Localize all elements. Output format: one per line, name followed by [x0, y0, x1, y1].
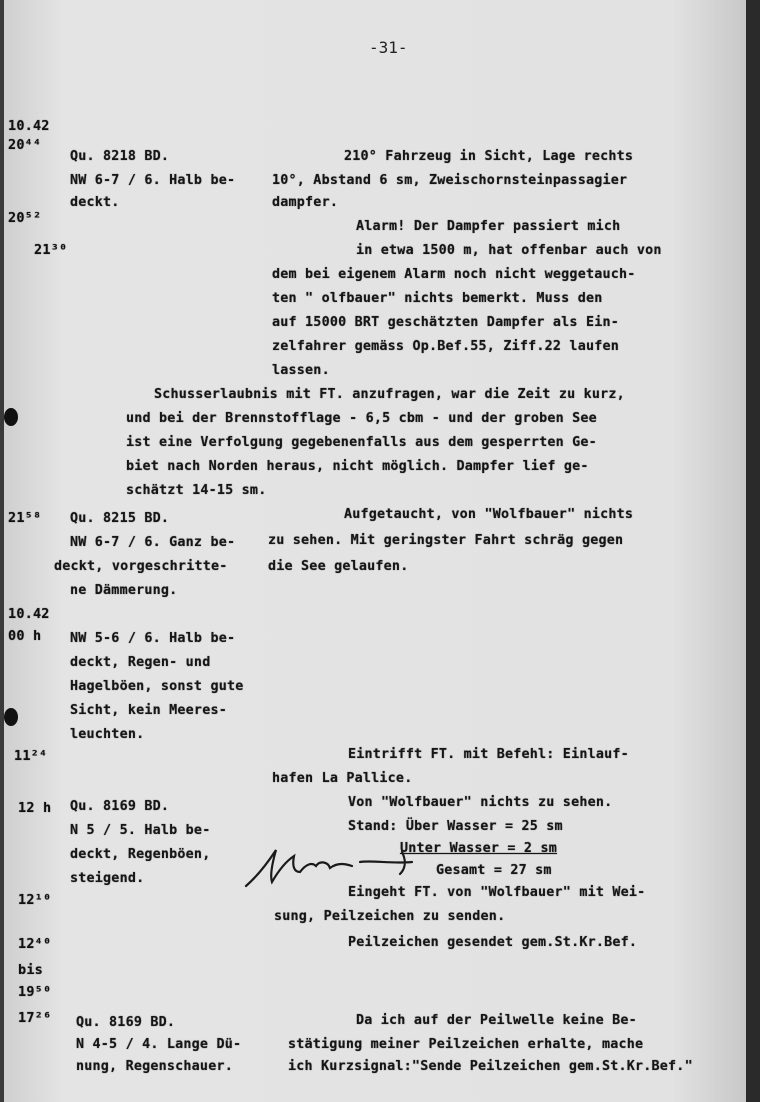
- log-text: Unter Wasser = 2 sm: [400, 841, 557, 856]
- entry-time: 12 h: [18, 800, 52, 816]
- log-text: Peilzeichen gesendet gem.St.Kr.Bef.: [348, 935, 638, 950]
- entry-time: 20⁵²: [8, 210, 42, 226]
- entry-time: 10.42: [8, 118, 50, 134]
- log-text: stätigung meiner Peilzeichen erhalte, mache: [288, 1037, 644, 1052]
- log-text: in etwa 1500 m, hat offenbar auch von: [356, 243, 662, 258]
- weather-text: deckt, Regen- und: [70, 655, 211, 670]
- entry-time: 12⁴⁰: [18, 936, 52, 952]
- entry-time: 21³⁰: [34, 242, 68, 258]
- log-text: Da ich auf der Peilwelle keine Be-: [356, 1013, 637, 1028]
- log-text: ich Kurzsignal:"Sende Peilzeichen gem.St.Kr.Bef.": [288, 1059, 693, 1074]
- weather-text: leuchten.: [70, 727, 145, 742]
- weather-text: NW 6-7 / 6. Halb be-: [70, 173, 236, 188]
- log-text: 210° Fahrzeug in Sicht, Lage rechts: [344, 149, 634, 164]
- punch-hole: [4, 708, 18, 726]
- weather-text: nung, Regenschauer.: [76, 1059, 233, 1074]
- log-text: Gesamt = 27 sm: [436, 863, 552, 878]
- entry-time: 00 h: [8, 628, 42, 644]
- log-text: und bei der Brennstofflage - 6,5 cbm - und der groben See: [126, 411, 597, 426]
- weather-text: Sicht, kein Meeres-: [70, 703, 227, 718]
- log-text: zu sehen. Mit geringster Fahrt schräg gegen: [268, 533, 624, 548]
- log-text: die See gelaufen.: [268, 559, 409, 574]
- log-text: sung, Peilzeichen zu senden.: [274, 909, 506, 924]
- entry-time: bis: [18, 962, 43, 978]
- log-text: biet nach Norden heraus, nicht möglich. Dampfer lief ge-: [126, 459, 589, 474]
- weather-text: Hagelböen, sonst gute: [70, 679, 244, 694]
- log-text: zelfahrer gemäss Op.Bef.55, Ziff.22 laufen: [272, 339, 619, 354]
- entry-time: 17²⁶: [18, 1010, 52, 1026]
- log-text: dem bei eigenem Alarm noch nicht weggetauch-: [272, 267, 636, 282]
- entry-time: 10.42: [8, 606, 50, 622]
- entry-time: 11²⁴: [14, 748, 48, 764]
- entry-time: 21⁵⁸: [8, 510, 42, 526]
- weather-text: N 4-5 / 4. Lange Dü-: [76, 1037, 242, 1052]
- log-text: auf 15000 BRT geschätzten Dampfer als Ein-: [272, 315, 619, 330]
- entry-time: 12¹⁰: [18, 892, 52, 908]
- log-text: lassen.: [272, 363, 330, 378]
- entry-time: 20⁴⁴: [8, 137, 42, 153]
- document-page: [4, 0, 746, 1102]
- position-text: Qu. 8169 BD.: [76, 1015, 176, 1030]
- log-text: Stand: Über Wasser = 25 sm: [348, 819, 563, 834]
- weather-text: NW 5-6 / 6. Halb be-: [70, 631, 236, 646]
- position-text: Qu. 8169 BD.: [70, 799, 170, 814]
- log-text: schätzt 14-15 sm.: [126, 483, 267, 498]
- weather-text: ne Dämmerung.: [70, 583, 178, 598]
- weather-text: steigend.: [70, 871, 145, 886]
- entry-time: 19⁵⁰: [18, 984, 52, 1000]
- log-text: Aufgetaucht, von "Wolfbauer" nichts: [344, 507, 634, 522]
- log-text: hafen La Pallice.: [272, 771, 413, 786]
- log-text: ten " olfbauer" nichts bemerkt. Muss den: [272, 291, 603, 306]
- log-text: dampfer.: [272, 195, 339, 210]
- log-text: Schusserlaubnis mit FT. anzufragen, war die Zeit zu kurz,: [154, 387, 625, 402]
- log-text: 10°, Abstand 6 sm, Zweischornsteinpassagier: [272, 173, 628, 188]
- weather-text: NW 6-7 / 6. Ganz be-: [70, 535, 236, 550]
- position-text: Qu. 8218 BD.: [70, 149, 170, 164]
- weather-text: N 5 / 5. Halb be-: [70, 823, 211, 838]
- log-text: Eintrifft FT. mit Befehl: Einlauf-: [348, 747, 629, 762]
- position-text: Qu. 8215 BD.: [70, 511, 170, 526]
- weather-text: deckt, vorgeschritte-: [54, 559, 228, 574]
- weather-text: deckt, Regenböen,: [70, 847, 211, 862]
- page-number: -31-: [369, 38, 408, 57]
- scan-edge: [746, 0, 760, 1102]
- log-text: Alarm! Der Dampfer passiert mich: [356, 219, 621, 234]
- punch-hole: [4, 408, 18, 426]
- log-text: ist eine Verfolgung gegebenenfalls aus dem gesperrten Ge-: [126, 435, 597, 450]
- weather-text: deckt.: [70, 195, 120, 210]
- log-text: Von "Wolfbauer" nichts zu sehen.: [348, 795, 613, 810]
- log-text: Eingeht FT. von "Wolfbauer" mit Wei-: [348, 885, 646, 900]
